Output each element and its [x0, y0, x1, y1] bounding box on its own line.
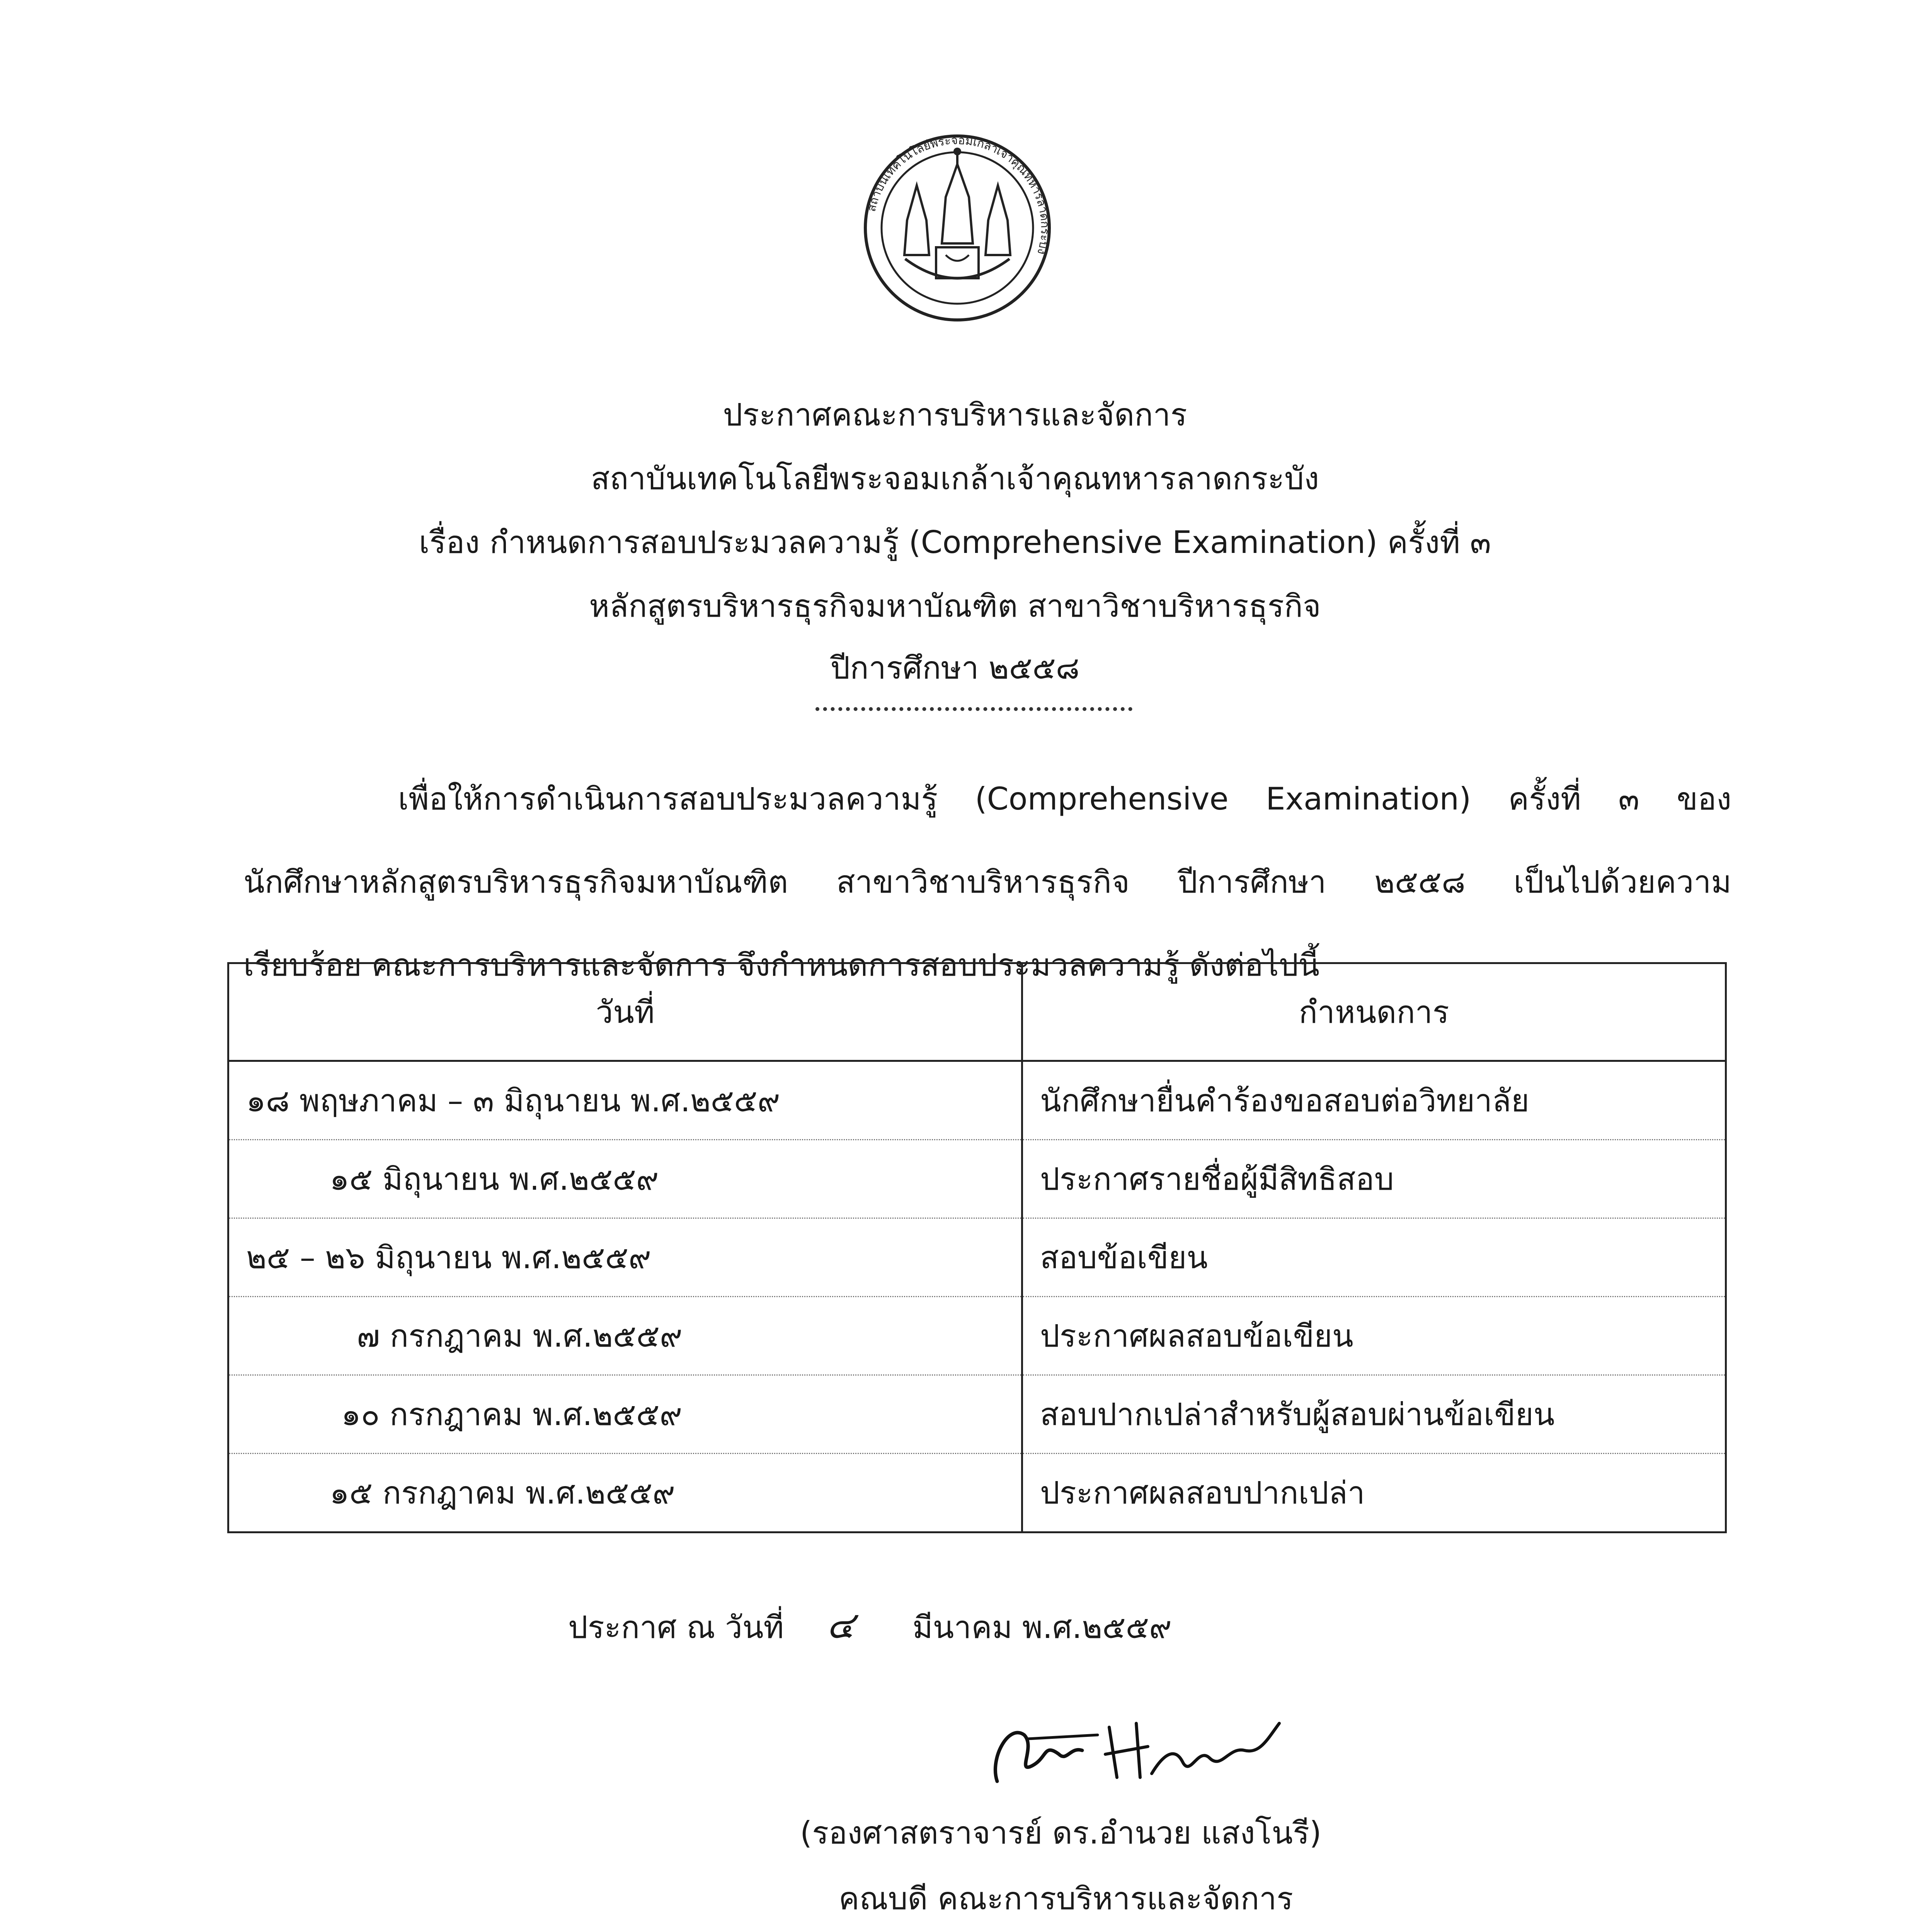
heading-issuer: ประกาศคณะการบริหารและจัดการ — [723, 397, 1187, 433]
heading-program: หลักสูตรบริหารธุรกิจมหาบัณฑิต สาขาวิชาบริหารธุรกิจ — [589, 588, 1321, 624]
announcement-month-year: มีนาคม พ.ศ.๒๕๕๙ — [912, 1609, 1172, 1645]
signatory-name: (รองศาสตราจารย์ ดร.อำนวย แสงโนรี) — [800, 1815, 1322, 1851]
schedule-activity: ประกาศผลสอบข้อเขียน — [1022, 1297, 1726, 1375]
heading-institute: สถาบันเทคโนโลยีพระจอมเกล้าเจ้าคุณทหารลาดกระบัง — [591, 461, 1319, 497]
schedule-activity: นักศึกษายื่นคำร้องขอสอบต่อวิทยาลัย — [1022, 1061, 1726, 1140]
announcement-prefix: ประกาศ ณ วันที่ — [568, 1609, 784, 1645]
announcement-day-handwritten: ๔ — [826, 1604, 855, 1647]
table-row — [228, 1140, 1726, 1218]
signatory-position: คณบดี คณะการบริหารและจัดการ — [839, 1881, 1294, 1917]
schedule-table — [227, 962, 1727, 1533]
schedule-date: ๒๕ – ๒๖ มิถุนายน พ.ศ.๒๕๕๙ — [228, 1218, 1022, 1297]
table-row — [228, 1454, 1726, 1532]
table-row — [228, 1061, 1726, 1140]
table-row — [228, 1218, 1726, 1297]
handwritten-signature — [982, 1700, 1291, 1801]
schedule-activity: สอบข้อเขียน — [1022, 1218, 1726, 1297]
schedule-date: ๑๘ พฤษภาคม – ๓ มิถุนายน พ.ศ.๒๕๕๙ — [228, 1061, 1022, 1140]
intro-line-1: เพื่อให้การดำเนินการสอบประมวลความรู้ (Comprehensive Examination) ครั้งที่ ๓ ของ — [398, 781, 1731, 817]
schedule-header-date: วันที่ — [228, 963, 1022, 1061]
heading-academic-year: ปีการศึกษา ๒๕๕๘ — [830, 650, 1080, 686]
schedule-activity: ประกาศผลสอบปากเปล่า — [1022, 1454, 1726, 1532]
schedule-date: ๑๐ กรกฎาคม พ.ศ.๒๕๕๙ — [228, 1375, 1022, 1454]
intro-line-2: นักศึกษาหลักสูตรบริหารธุรกิจมหาบัณฑิต สาขาวิชาบริหารธุรกิจ ปีการศึกษา ๒๕๕๘ เป็นไปด้วยความ — [243, 864, 1731, 900]
intro-line-3: เรียบร้อย คณะการบริหารและจัดการ จึงกำหนดการสอบประมวลความรู้ ดังต่อไปนี้ — [243, 947, 1320, 983]
schedule-date: ๗ กรกฎาคม พ.ศ.๒๕๕๙ — [228, 1297, 1022, 1375]
svg-text:สถาบันเทคโนโลยีพระจอมเกล้าเจ้า: สถาบันเทคโนโลยีพระจอมเกล้าเจ้าคุณทหารลาดกระบัง — [865, 133, 1052, 256]
schedule-date: ๑๕ กรกฎาคม พ.ศ.๒๕๕๙ — [228, 1454, 1022, 1532]
schedule-date: ๑๕ มิถุนายน พ.ศ.๒๕๕๙ — [228, 1140, 1022, 1218]
schedule-activity: สอบปากเปล่าสำหรับผู้สอบผ่านข้อเขียน — [1022, 1375, 1726, 1454]
announcement-date-line — [568, 1596, 1172, 1655]
schedule-header-activity: กำหนดการ — [1022, 963, 1726, 1061]
heading-subject: เรื่อง กำหนดการสอบประมวลความรู้ (Comprehensive Examination) ครั้งที่ ๓ — [419, 524, 1491, 560]
table-row — [228, 1375, 1726, 1454]
university-seal-logo — [863, 128, 1052, 328]
table-row — [228, 1297, 1726, 1375]
dotted-divider — [815, 707, 1132, 711]
schedule-activity: ประกาศรายชื่อผู้มีสิทธิสอบ — [1022, 1140, 1726, 1218]
schedule-header-row — [228, 963, 1726, 1061]
